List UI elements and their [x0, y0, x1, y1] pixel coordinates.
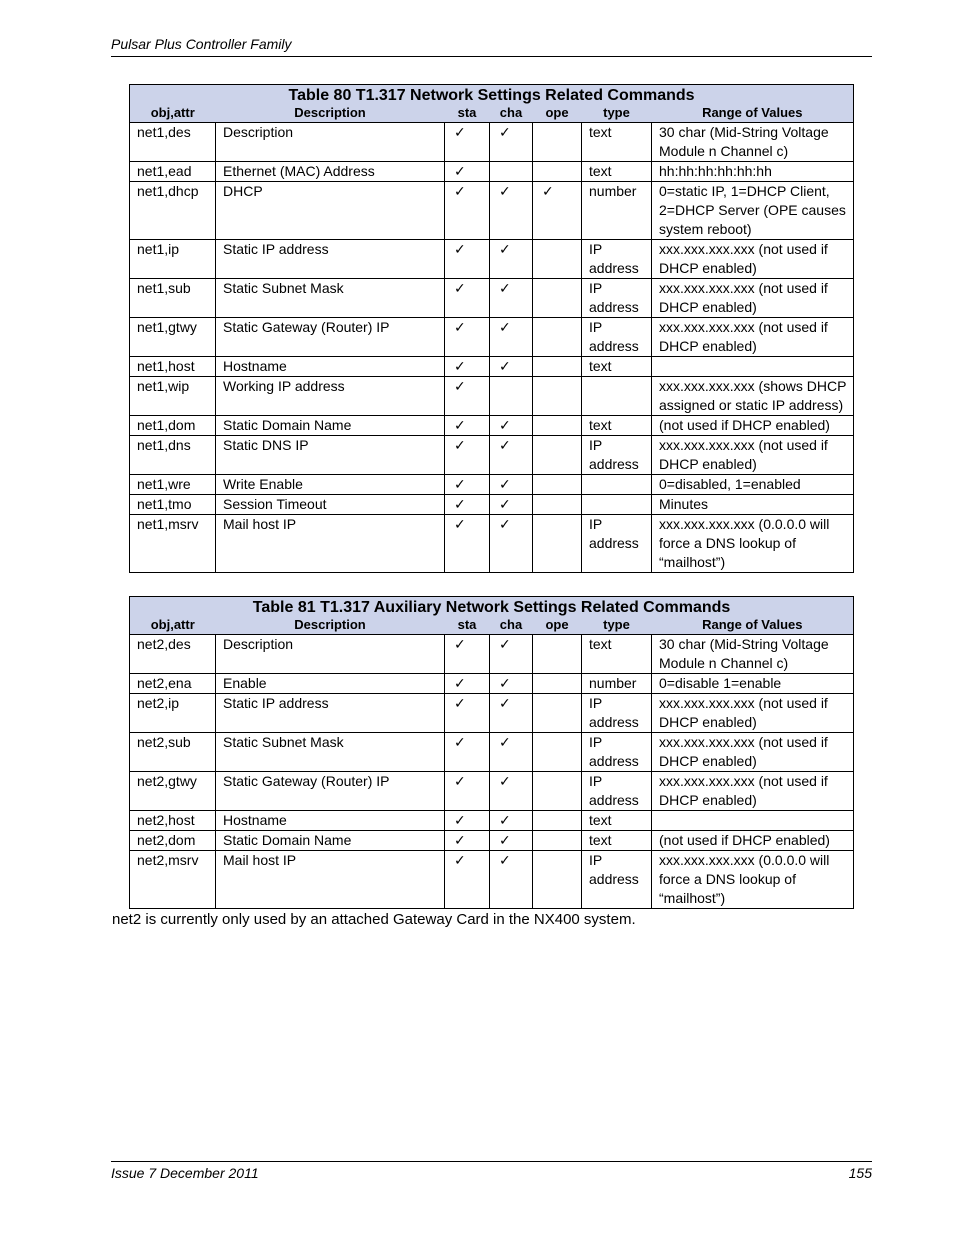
cell-ope: [533, 831, 582, 851]
check-mark-icon: ✓: [499, 832, 511, 848]
cell-sta: [445, 318, 490, 357]
cell-cha: [490, 416, 533, 436]
cell-cha: [490, 436, 533, 475]
check-mark-icon: ✓: [499, 773, 511, 789]
cell-description: Working IP address: [216, 377, 445, 416]
table-row: [130, 240, 854, 279]
cell-type: text: [582, 635, 652, 674]
cell-ope: [533, 162, 582, 182]
check-mark-icon: ✓: [454, 417, 466, 433]
cell-cha: [490, 831, 533, 851]
cell-sta: [445, 694, 490, 733]
cell-cha: [490, 851, 533, 909]
cell-obj-attr: net2,msrv: [130, 851, 216, 909]
cell-obj-attr: net1,msrv: [130, 515, 216, 573]
cell-description: Static IP address: [216, 240, 445, 279]
check-mark-icon: ✓: [499, 417, 511, 433]
issue-date: Issue 7 December 2011: [111, 1165, 259, 1181]
cell-type: text: [582, 811, 652, 831]
cell-sta: [445, 495, 490, 515]
cell-range: xxx.xxx.xxx.xxx (0.0.0.0 will force a DNS lookup of “mailhost”): [652, 515, 854, 573]
check-mark-icon: ✓: [454, 163, 466, 179]
column-header-range: Range of Values: [652, 105, 854, 123]
check-mark-icon: ✓: [454, 476, 466, 492]
column-header-sta: sta: [445, 105, 490, 123]
cell-range: xxx.xxx.xxx.xxx (not used if DHCP enabled): [652, 733, 854, 772]
cell-obj-attr: net1,sub: [130, 279, 216, 318]
cell-cha: [490, 495, 533, 515]
check-mark-icon: ✓: [499, 124, 511, 140]
cell-range: 0=disabled, 1=enabled: [652, 475, 854, 495]
column-header-obj-attr: obj,attr: [130, 617, 216, 635]
cell-ope: [533, 416, 582, 436]
check-mark-icon: ✓: [499, 734, 511, 750]
cell-type: text: [582, 831, 652, 851]
check-mark-icon: ✓: [454, 496, 466, 512]
cell-type: IP address: [582, 772, 652, 811]
cell-ope: [533, 475, 582, 495]
check-mark-icon: ✓: [499, 280, 511, 296]
check-mark-icon: ✓: [454, 773, 466, 789]
cell-type: number: [582, 674, 652, 694]
cell-sta: [445, 436, 490, 475]
cell-description: Static Gateway (Router) IP: [216, 772, 445, 811]
check-mark-icon: ✓: [499, 516, 511, 532]
cell-type: IP address: [582, 851, 652, 909]
column-header-obj-attr: obj,attr: [130, 105, 216, 123]
cell-obj-attr: net2,gtwy: [130, 772, 216, 811]
page-number: 155: [848, 1165, 872, 1181]
cell-type: text: [582, 416, 652, 436]
cell-type: number: [582, 182, 652, 240]
check-mark-icon: ✓: [454, 636, 466, 652]
cell-ope: [533, 772, 582, 811]
column-header-type: type: [582, 105, 652, 123]
table-row: [130, 495, 854, 515]
table-row: [130, 831, 854, 851]
cell-range: xxx.xxx.xxx.xxx (not used if DHCP enabled): [652, 694, 854, 733]
column-header-ope: ope: [533, 617, 582, 635]
cell-description: Static Gateway (Router) IP: [216, 318, 445, 357]
cell-obj-attr: net2,ena: [130, 674, 216, 694]
cell-ope: [533, 318, 582, 357]
table-row: [130, 851, 854, 909]
cell-ope: [533, 515, 582, 573]
cell-description: Static Subnet Mask: [216, 733, 445, 772]
cell-range: 30 char (Mid-String Voltage Module n Channel c): [652, 635, 854, 674]
cell-range: 0=disable 1=enable: [652, 674, 854, 694]
table-row: [130, 416, 854, 436]
cell-ope: [533, 851, 582, 909]
cell-cha: [490, 377, 533, 416]
table-row: [130, 377, 854, 416]
cell-type: text: [582, 123, 652, 162]
cell-obj-attr: net1,wre: [130, 475, 216, 495]
cell-ope: [533, 182, 582, 240]
column-header-range: Range of Values: [652, 617, 854, 635]
check-mark-icon: ✓: [499, 675, 511, 691]
table-row: [130, 436, 854, 475]
cell-description: Hostname: [216, 811, 445, 831]
cell-obj-attr: net1,gtwy: [130, 318, 216, 357]
page-footer: [111, 1161, 872, 1182]
cell-description: Mail host IP: [216, 515, 445, 573]
table-row: [130, 182, 854, 240]
cell-type: [582, 475, 652, 495]
check-mark-icon: ✓: [454, 832, 466, 848]
table-row: [130, 123, 854, 162]
cell-sta: [445, 377, 490, 416]
cell-range: hh:hh:hh:hh:hh:hh: [652, 162, 854, 182]
check-mark-icon: ✓: [499, 241, 511, 257]
cell-cha: [490, 475, 533, 495]
cell-sta: [445, 733, 490, 772]
cell-sta: [445, 635, 490, 674]
check-mark-icon: ✓: [454, 852, 466, 868]
check-mark-icon: ✓: [454, 241, 466, 257]
table-row: [130, 162, 854, 182]
cell-range: 0=static IP, 1=DHCP Client, 2=DHCP Server (OPE causes system reboot): [652, 182, 854, 240]
cell-sta: [445, 416, 490, 436]
cell-sta: [445, 357, 490, 377]
table-row: [130, 733, 854, 772]
column-header-ope: ope: [533, 105, 582, 123]
check-mark-icon: ✓: [454, 319, 466, 335]
cell-type: IP address: [582, 515, 652, 573]
cell-obj-attr: net2,sub: [130, 733, 216, 772]
column-header-cha: cha: [490, 105, 533, 123]
check-mark-icon: ✓: [499, 319, 511, 335]
cell-cha: [490, 357, 533, 377]
check-mark-icon: ✓: [499, 437, 511, 453]
cell-range: xxx.xxx.xxx.xxx (not used if DHCP enabled): [652, 772, 854, 811]
cell-cha: [490, 674, 533, 694]
cell-range: (not used if DHCP enabled): [652, 416, 854, 436]
cell-sta: [445, 674, 490, 694]
cell-obj-attr: net2,ip: [130, 694, 216, 733]
check-mark-icon: ✓: [454, 695, 466, 711]
cell-cha: [490, 811, 533, 831]
cell-sta: [445, 182, 490, 240]
column-header-type: type: [582, 617, 652, 635]
cell-type: text: [582, 162, 652, 182]
check-mark-icon: ✓: [499, 476, 511, 492]
note-text: net2 is currently only used by an attached Gateway Card in the NX400 system.: [112, 911, 636, 928]
table-row: [130, 357, 854, 377]
cell-description: Static Subnet Mask: [216, 279, 445, 318]
cell-ope: [533, 377, 582, 416]
cell-sta: [445, 162, 490, 182]
cell-cha: [490, 635, 533, 674]
check-mark-icon: ✓: [454, 675, 466, 691]
check-mark-icon: ✓: [454, 812, 466, 828]
table-row: [130, 318, 854, 357]
cell-obj-attr: net1,dom: [130, 416, 216, 436]
cell-description: Static IP address: [216, 694, 445, 733]
cell-obj-attr: net2,des: [130, 635, 216, 674]
table-row: [130, 674, 854, 694]
cell-range: xxx.xxx.xxx.xxx (not used if DHCP enabled): [652, 240, 854, 279]
cell-sta: [445, 123, 490, 162]
table-caption: Table 81 T1.317 Auxiliary Network Settings Related Commands: [130, 597, 854, 618]
table-caption: Table 80 T1.317 Network Settings Related Commands: [130, 85, 854, 106]
cell-obj-attr: net1,dhcp: [130, 182, 216, 240]
cell-sta: [445, 240, 490, 279]
cell-description: Mail host IP: [216, 851, 445, 909]
cell-type: text: [582, 357, 652, 377]
cell-cha: [490, 515, 533, 573]
check-mark-icon: ✓: [499, 358, 511, 374]
cell-cha: [490, 694, 533, 733]
column-header-cha: cha: [490, 617, 533, 635]
cell-cha: [490, 772, 533, 811]
check-mark-icon: ✓: [454, 280, 466, 296]
check-mark-icon: ✓: [499, 636, 511, 652]
cell-range: [652, 811, 854, 831]
cell-ope: [533, 811, 582, 831]
cell-range: xxx.xxx.xxx.xxx (not used if DHCP enabled): [652, 436, 854, 475]
cell-type: IP address: [582, 279, 652, 318]
cell-obj-attr: net1,ip: [130, 240, 216, 279]
cell-sta: [445, 851, 490, 909]
cell-range: xxx.xxx.xxx.xxx (0.0.0.0 will force a DNS lookup of “mailhost”): [652, 851, 854, 909]
cell-ope: [533, 357, 582, 377]
cell-cha: [490, 123, 533, 162]
cell-description: Write Enable: [216, 475, 445, 495]
cell-sta: [445, 515, 490, 573]
cell-sta: [445, 811, 490, 831]
cell-cha: [490, 279, 533, 318]
cell-description: Static Domain Name: [216, 416, 445, 436]
table-row: [130, 772, 854, 811]
cell-description: DHCP: [216, 182, 445, 240]
cell-range: 30 char (Mid-String Voltage Module n Channel c): [652, 123, 854, 162]
cell-cha: [490, 240, 533, 279]
auxiliary-network-settings-table: [129, 596, 854, 909]
cell-ope: [533, 495, 582, 515]
check-mark-icon: ✓: [454, 183, 466, 199]
check-mark-icon: ✓: [454, 378, 466, 394]
table-row: [130, 279, 854, 318]
cell-ope: [533, 123, 582, 162]
check-mark-icon: ✓: [499, 695, 511, 711]
document-title: Pulsar Plus Controller Family: [111, 36, 292, 52]
cell-range: [652, 357, 854, 377]
cell-ope: [533, 733, 582, 772]
cell-description: Enable: [216, 674, 445, 694]
cell-type: IP address: [582, 733, 652, 772]
cell-range: xxx.xxx.xxx.xxx (shows DHCP assigned or static IP address): [652, 377, 854, 416]
cell-cha: [490, 733, 533, 772]
cell-obj-attr: net1,tmo: [130, 495, 216, 515]
check-mark-icon: ✓: [499, 812, 511, 828]
cell-range: xxx.xxx.xxx.xxx (not used if DHCP enabled): [652, 279, 854, 318]
cell-type: IP address: [582, 694, 652, 733]
cell-type: IP address: [582, 436, 652, 475]
check-mark-icon: ✓: [454, 358, 466, 374]
column-header-description: Description: [216, 617, 445, 635]
cell-obj-attr: net1,ead: [130, 162, 216, 182]
check-mark-icon: ✓: [499, 496, 511, 512]
table-row: [130, 811, 854, 831]
check-mark-icon: ✓: [454, 734, 466, 750]
table-row: [130, 475, 854, 495]
cell-obj-attr: net1,host: [130, 357, 216, 377]
page-header: [111, 36, 872, 57]
cell-obj-attr: net1,des: [130, 123, 216, 162]
check-mark-icon: ✓: [499, 183, 511, 199]
cell-cha: [490, 162, 533, 182]
cell-range: xxx.xxx.xxx.xxx (not used if DHCP enabled): [652, 318, 854, 357]
cell-range: Minutes: [652, 495, 854, 515]
cell-description: Description: [216, 635, 445, 674]
cell-description: Description: [216, 123, 445, 162]
cell-ope: [533, 694, 582, 733]
check-mark-icon: ✓: [542, 183, 554, 199]
cell-cha: [490, 318, 533, 357]
table-row: [130, 635, 854, 674]
cell-sta: [445, 831, 490, 851]
cell-type: IP address: [582, 318, 652, 357]
cell-cha: [490, 182, 533, 240]
cell-description: Hostname: [216, 357, 445, 377]
cell-sta: [445, 475, 490, 495]
cell-type: [582, 377, 652, 416]
cell-ope: [533, 635, 582, 674]
network-settings-table: [129, 84, 854, 573]
cell-sta: [445, 279, 490, 318]
cell-description: Session Timeout: [216, 495, 445, 515]
column-header-sta: sta: [445, 617, 490, 635]
cell-description: Static DNS IP: [216, 436, 445, 475]
cell-description: Static Domain Name: [216, 831, 445, 851]
cell-ope: [533, 674, 582, 694]
cell-ope: [533, 436, 582, 475]
cell-obj-attr: net1,wip: [130, 377, 216, 416]
cell-ope: [533, 240, 582, 279]
column-header-description: Description: [216, 105, 445, 123]
cell-obj-attr: net2,host: [130, 811, 216, 831]
table-row: [130, 515, 854, 573]
cell-obj-attr: net1,dns: [130, 436, 216, 475]
check-mark-icon: ✓: [454, 437, 466, 453]
check-mark-icon: ✓: [454, 516, 466, 532]
check-mark-icon: ✓: [499, 852, 511, 868]
check-mark-icon: ✓: [454, 124, 466, 140]
cell-sta: [445, 772, 490, 811]
cell-range: (not used if DHCP enabled): [652, 831, 854, 851]
cell-obj-attr: net2,dom: [130, 831, 216, 851]
cell-type: [582, 495, 652, 515]
table-row: [130, 694, 854, 733]
cell-type: IP address: [582, 240, 652, 279]
cell-ope: [533, 279, 582, 318]
cell-description: Ethernet (MAC) Address: [216, 162, 445, 182]
